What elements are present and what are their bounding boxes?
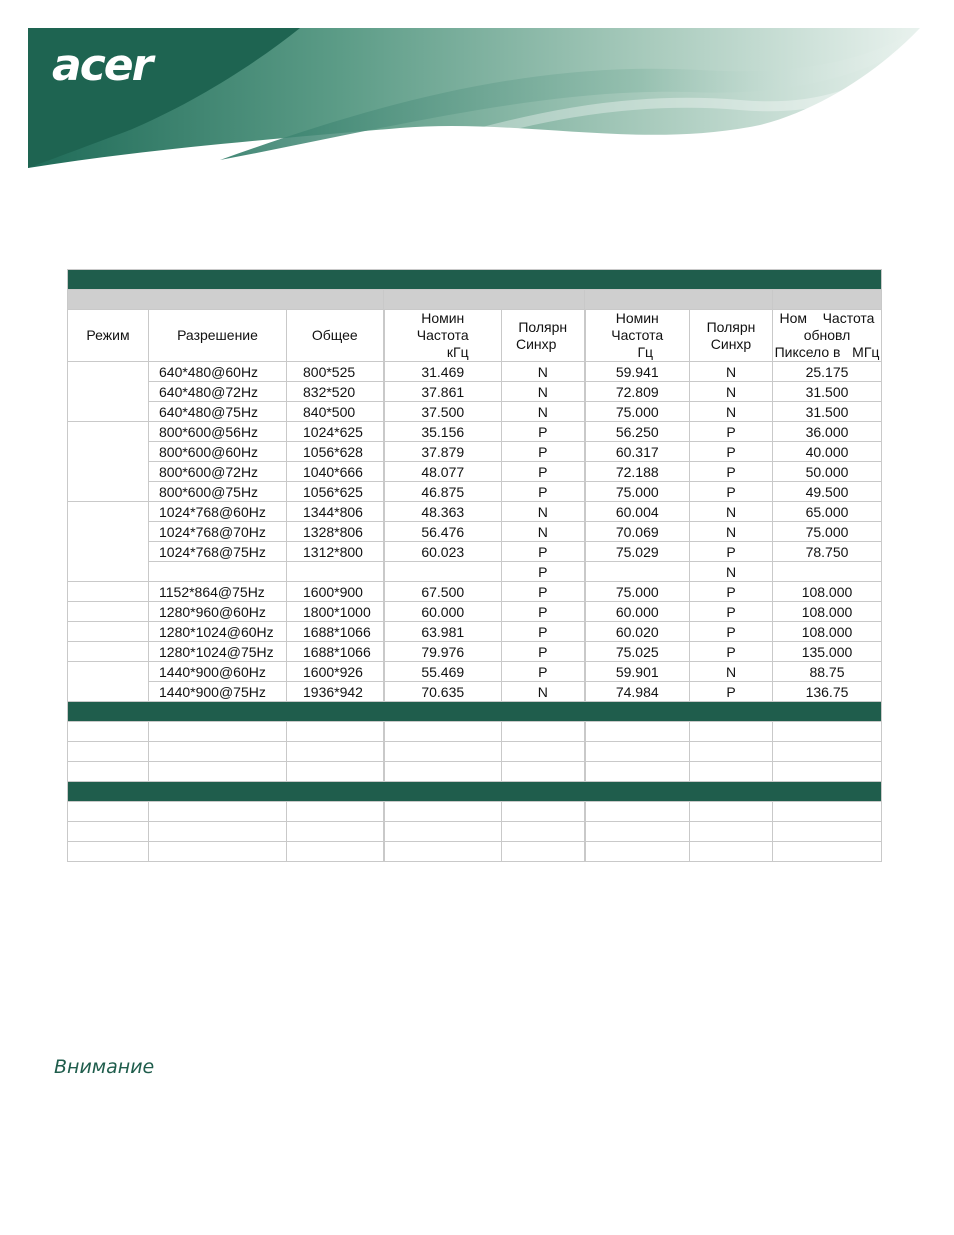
v-freq-cell: 60.317 <box>585 442 690 462</box>
empty-cell <box>502 762 585 782</box>
total-cell: 800*525 <box>287 362 384 382</box>
v-polarity-cell: P <box>690 422 773 442</box>
v-polarity-cell: P <box>690 462 773 482</box>
v-freq-cell: 75.000 <box>585 582 690 602</box>
empty-cell <box>502 802 585 822</box>
total-cell: 1936*942 <box>287 682 384 702</box>
resolution-cell: 1024*768@75Hz <box>149 542 287 562</box>
table-row-empty <box>68 822 882 842</box>
h-freq-cell: 35.156 <box>384 422 502 442</box>
h-polarity-cell: P <box>502 662 585 682</box>
mode-cell <box>68 602 149 622</box>
h-freq-cell: 56.476 <box>384 522 502 542</box>
pixel-clock-cell: 136.75 <box>773 682 882 702</box>
mode-cell <box>68 402 149 422</box>
total-cell: 1688*1066 <box>287 642 384 662</box>
col-header-mode: Режим <box>68 310 149 362</box>
table-group-header <box>68 290 882 310</box>
h-polarity-cell: P <box>502 482 585 502</box>
col-header-pixel-clock: Ном Частота обновл Пиксело в МГц <box>773 310 882 362</box>
table-title-bar <box>68 270 882 290</box>
total-cell: 1040*666 <box>287 462 384 482</box>
h-freq-cell: 63.981 <box>384 622 502 642</box>
empty-cell <box>68 842 149 862</box>
col-header-v-polarity: Полярн Синхр <box>690 310 773 362</box>
resolution-cell: 640*480@60Hz <box>149 362 287 382</box>
h-polarity-cell: P <box>502 442 585 462</box>
empty-cell <box>287 722 384 742</box>
empty-cell <box>773 802 882 822</box>
total-cell: 1344*806 <box>287 502 384 522</box>
empty-cell <box>149 742 287 762</box>
timing-table <box>67 269 882 862</box>
v-freq-cell: 74.984 <box>585 682 690 702</box>
empty-cell <box>585 802 690 822</box>
table-section-divider <box>68 782 882 802</box>
table-row <box>68 442 882 462</box>
pixel-clock-cell: 108.000 <box>773 602 882 622</box>
total-cell: 1800*1000 <box>287 602 384 622</box>
mode-cell <box>68 482 149 502</box>
v-polarity-cell: N <box>690 362 773 382</box>
empty-cell <box>384 762 502 782</box>
h-freq-cell: 31.469 <box>384 362 502 382</box>
empty-cell <box>68 722 149 742</box>
total-cell: 832*520 <box>287 382 384 402</box>
empty-cell <box>502 822 585 842</box>
empty-cell <box>773 762 882 782</box>
v-freq-cell: 60.020 <box>585 622 690 642</box>
h-polarity-cell: P <box>502 462 585 482</box>
mode-cell <box>68 382 149 402</box>
v-freq-cell: 60.004 <box>585 502 690 522</box>
empty-cell <box>287 742 384 762</box>
mode-cell <box>68 442 149 462</box>
pixel-clock-cell: 31.500 <box>773 382 882 402</box>
table-row <box>68 622 882 642</box>
v-freq-cell: 70.069 <box>585 522 690 542</box>
mode-cell <box>68 582 149 602</box>
pixel-clock-cell: 36.000 <box>773 422 882 442</box>
v-freq-cell: 75.000 <box>585 482 690 502</box>
table-row <box>68 422 882 442</box>
resolution-cell: 800*600@72Hz <box>149 462 287 482</box>
v-freq-cell: 59.941 <box>585 362 690 382</box>
resolution-cell: 1280*960@60Hz <box>149 602 287 622</box>
h-polarity-cell: P <box>502 562 585 582</box>
col-header-v-freq: Номин Частота Гц <box>585 310 690 362</box>
resolution-cell: 800*600@75Hz <box>149 482 287 502</box>
v-polarity-cell: P <box>690 442 773 462</box>
empty-cell <box>773 842 882 862</box>
table-row <box>68 562 882 582</box>
empty-cell <box>149 842 287 862</box>
mode-cell <box>68 642 149 662</box>
empty-cell <box>384 822 502 842</box>
h-polarity-cell: P <box>502 602 585 622</box>
v-polarity-cell: N <box>690 662 773 682</box>
total-cell: 1688*1066 <box>287 622 384 642</box>
h-polarity-cell: P <box>502 642 585 662</box>
empty-cell <box>502 722 585 742</box>
empty-cell <box>585 822 690 842</box>
empty-cell <box>287 802 384 822</box>
mode-cell <box>68 422 149 442</box>
empty-cell <box>384 742 502 762</box>
mode-cell <box>68 662 149 682</box>
table-row-empty <box>68 762 882 782</box>
h-polarity-cell: N <box>502 362 585 382</box>
h-polarity-cell: N <box>502 402 585 422</box>
resolution-cell: 1440*900@75Hz <box>149 682 287 702</box>
h-freq-cell: 60.000 <box>384 602 502 622</box>
h-polarity-cell: P <box>502 422 585 442</box>
h-freq-cell: 48.077 <box>384 462 502 482</box>
mode-cell <box>68 562 149 582</box>
empty-cell <box>384 842 502 862</box>
pixel-clock-cell: 40.000 <box>773 442 882 462</box>
acer-logo: acer <box>52 40 152 91</box>
empty-cell <box>690 762 773 782</box>
table-row <box>68 402 882 422</box>
empty-cell <box>690 742 773 762</box>
table-row-empty <box>68 842 882 862</box>
resolution-cell: 1440*900@60Hz <box>149 662 287 682</box>
h-freq-cell: 37.879 <box>384 442 502 462</box>
mode-cell <box>68 542 149 562</box>
v-freq-cell: 72.188 <box>585 462 690 482</box>
resolution-cell: 800*600@60Hz <box>149 442 287 462</box>
total-cell: 1056*628 <box>287 442 384 462</box>
empty-cell <box>68 742 149 762</box>
empty-cell <box>384 802 502 822</box>
v-polarity-cell: P <box>690 542 773 562</box>
empty-cell <box>690 802 773 822</box>
resolution-cell: 1024*768@60Hz <box>149 502 287 522</box>
pixel-clock-cell: 75.000 <box>773 522 882 542</box>
v-freq-cell: 75.000 <box>585 402 690 422</box>
empty-cell <box>585 762 690 782</box>
empty-cell <box>68 822 149 842</box>
table-row-empty <box>68 742 882 762</box>
v-polarity-cell: P <box>690 582 773 602</box>
empty-cell <box>68 762 149 782</box>
h-freq-cell <box>384 562 502 582</box>
table-row <box>68 582 882 602</box>
empty-cell <box>68 802 149 822</box>
table-row-empty <box>68 722 882 742</box>
h-polarity-cell: P <box>502 542 585 562</box>
mode-cell <box>68 462 149 482</box>
resolution-cell: 640*480@75Hz <box>149 402 287 422</box>
v-freq-cell: 60.000 <box>585 602 690 622</box>
header-banner <box>0 0 954 175</box>
resolution-cell: 1280*1024@75Hz <box>149 642 287 662</box>
empty-cell <box>690 822 773 842</box>
v-freq-cell: 75.025 <box>585 642 690 662</box>
empty-cell <box>773 822 882 842</box>
pixel-clock-cell: 88.75 <box>773 662 882 682</box>
pixel-clock-cell <box>773 562 882 582</box>
mode-cell <box>68 502 149 522</box>
table-row <box>68 462 882 482</box>
v-polarity-cell: P <box>690 602 773 622</box>
table-section-divider <box>68 702 882 722</box>
table-row <box>68 362 882 382</box>
table-row <box>68 542 882 562</box>
v-freq-cell: 56.250 <box>585 422 690 442</box>
total-cell <box>287 562 384 582</box>
resolution-cell <box>149 562 287 582</box>
v-polarity-cell: N <box>690 382 773 402</box>
total-cell: 840*500 <box>287 402 384 422</box>
empty-cell <box>149 822 287 842</box>
col-header-resolution: Разрешение <box>149 310 287 362</box>
v-polarity-cell: N <box>690 522 773 542</box>
empty-cell <box>502 742 585 762</box>
h-freq-cell: 79.976 <box>384 642 502 662</box>
total-cell: 1312*800 <box>287 542 384 562</box>
table-row <box>68 662 882 682</box>
pixel-clock-cell: 135.000 <box>773 642 882 662</box>
total-cell: 1600*900 <box>287 582 384 602</box>
note-heading: Внимание <box>54 1056 155 1078</box>
empty-cell <box>502 842 585 862</box>
v-freq-cell: 72.809 <box>585 382 690 402</box>
resolution-cell: 640*480@72Hz <box>149 382 287 402</box>
pixel-clock-cell: 25.175 <box>773 362 882 382</box>
total-cell: 1328*806 <box>287 522 384 542</box>
h-freq-cell: 37.861 <box>384 382 502 402</box>
v-freq-cell: 75.029 <box>585 542 690 562</box>
total-cell: 1600*926 <box>287 662 384 682</box>
empty-cell <box>585 722 690 742</box>
total-cell: 1056*625 <box>287 482 384 502</box>
empty-cell <box>149 762 287 782</box>
empty-cell <box>287 842 384 862</box>
table-row <box>68 642 882 662</box>
v-freq-cell <box>585 562 690 582</box>
v-freq-cell: 59.901 <box>585 662 690 682</box>
h-freq-cell: 67.500 <box>384 582 502 602</box>
empty-cell <box>149 722 287 742</box>
pixel-clock-cell: 50.000 <box>773 462 882 482</box>
mode-cell <box>68 522 149 542</box>
empty-cell <box>690 722 773 742</box>
resolution-cell: 1024*768@70Hz <box>149 522 287 542</box>
empty-cell <box>773 722 882 742</box>
h-polarity-cell: P <box>502 582 585 602</box>
h-freq-cell: 70.635 <box>384 682 502 702</box>
pixel-clock-cell: 108.000 <box>773 582 882 602</box>
pixel-clock-cell: 49.500 <box>773 482 882 502</box>
empty-cell <box>149 802 287 822</box>
col-header-h-polarity: Полярн Синхр <box>502 310 585 362</box>
mode-cell <box>68 682 149 702</box>
mode-cell <box>68 362 149 382</box>
v-polarity-cell: N <box>690 402 773 422</box>
col-header-total: Общее <box>287 310 384 362</box>
h-polarity-cell: N <box>502 682 585 702</box>
empty-cell <box>585 742 690 762</box>
h-freq-cell: 46.875 <box>384 482 502 502</box>
empty-cell <box>690 842 773 862</box>
pixel-clock-cell: 31.500 <box>773 402 882 422</box>
h-polarity-cell: N <box>502 502 585 522</box>
v-polarity-cell: P <box>690 482 773 502</box>
pixel-clock-cell: 78.750 <box>773 542 882 562</box>
v-polarity-cell: P <box>690 622 773 642</box>
h-freq-cell: 37.500 <box>384 402 502 422</box>
pixel-clock-cell: 65.000 <box>773 502 882 522</box>
table-row <box>68 682 882 702</box>
resolution-cell: 1152*864@75Hz <box>149 582 287 602</box>
col-header-h-freq: Номин Частота кГц <box>384 310 502 362</box>
h-freq-cell: 48.363 <box>384 502 502 522</box>
h-freq-cell: 55.469 <box>384 662 502 682</box>
table-column-header-row <box>68 310 882 362</box>
v-polarity-cell: N <box>690 502 773 522</box>
table-row <box>68 382 882 402</box>
resolution-cell: 800*600@56Hz <box>149 422 287 442</box>
h-polarity-cell: N <box>502 522 585 542</box>
table-row <box>68 482 882 502</box>
pixel-clock-cell: 108.000 <box>773 622 882 642</box>
table-row <box>68 502 882 522</box>
empty-cell <box>287 762 384 782</box>
empty-cell <box>384 722 502 742</box>
empty-cell <box>585 842 690 862</box>
table-row-empty <box>68 802 882 822</box>
empty-cell <box>773 742 882 762</box>
resolution-cell: 1280*1024@60Hz <box>149 622 287 642</box>
empty-cell <box>287 822 384 842</box>
h-freq-cell: 60.023 <box>384 542 502 562</box>
h-polarity-cell: P <box>502 622 585 642</box>
mode-cell <box>68 622 149 642</box>
v-polarity-cell: N <box>690 562 773 582</box>
v-polarity-cell: P <box>690 642 773 662</box>
h-polarity-cell: N <box>502 382 585 402</box>
table-row <box>68 602 882 622</box>
total-cell: 1024*625 <box>287 422 384 442</box>
table-row <box>68 522 882 542</box>
v-polarity-cell: P <box>690 682 773 702</box>
